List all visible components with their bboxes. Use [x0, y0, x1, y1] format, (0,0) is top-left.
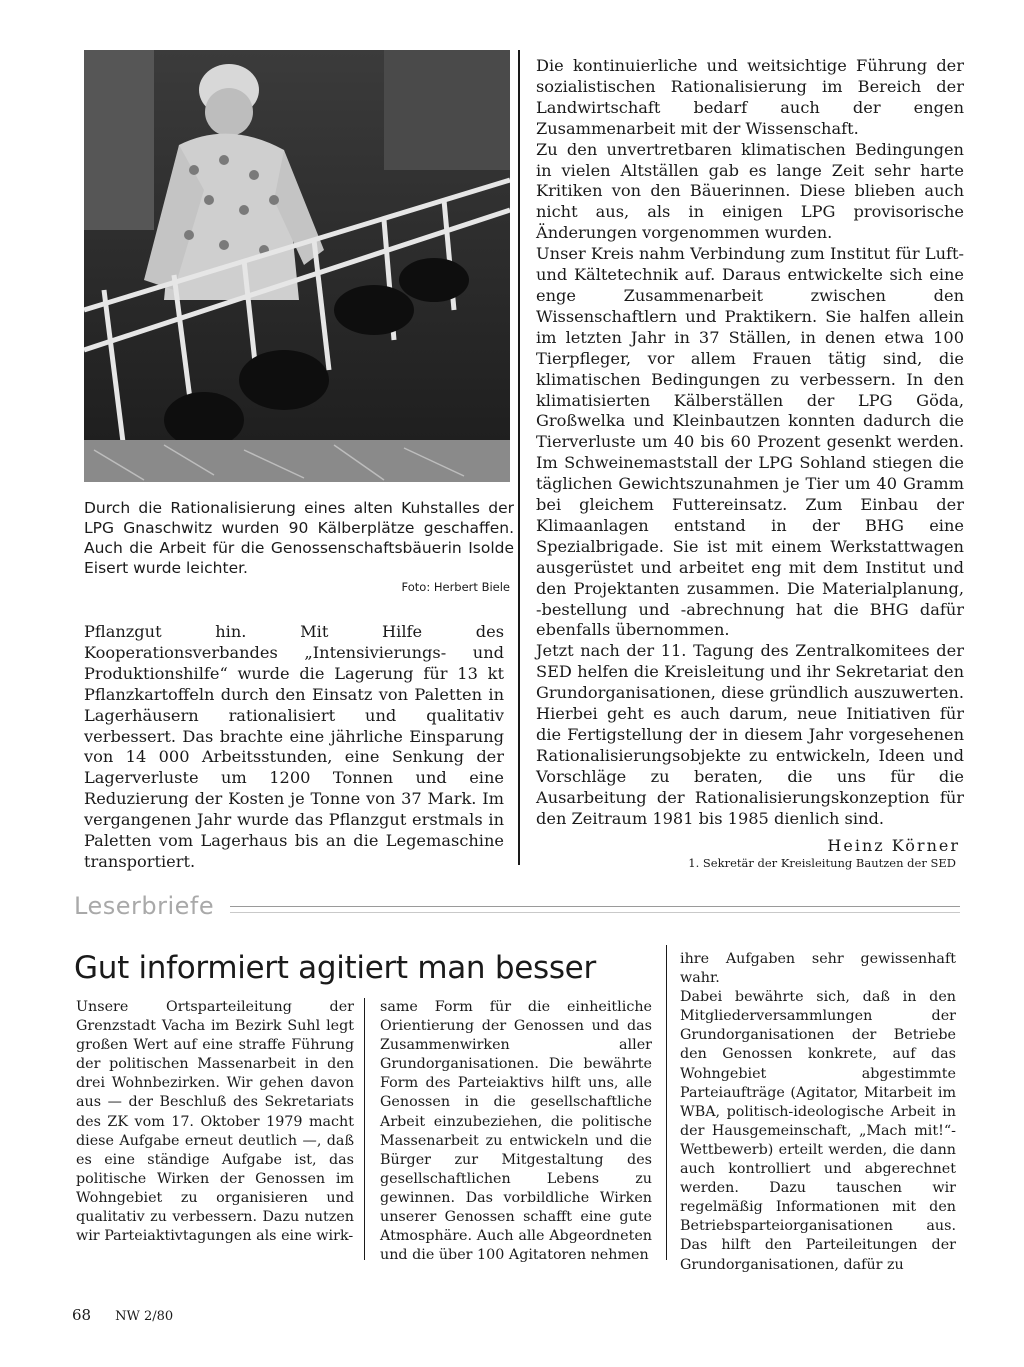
article-paragraph: Jetzt nach der 11. Tagung des Zentralkomitees der SED helfen die Kreisleitung und ihr Sekretariat den Grundorganisationen, diese gründlich auszuwerten. Hierbei geht es auch darum, neue Initiativen für die Fertigstellung der in diesem Jahr vorgesehenen Rationalisierungsobjekte zu entwickeln, Ideen und Vorschläge zu beraten, die uns für die Ausarbeitung der Rationalisierungskonzeption für den Zeitraum 1981 bis 1985 dienlich sind. [536, 641, 964, 828]
section-rule [230, 906, 960, 913]
photo-icon [84, 50, 510, 482]
page-number: 68 [72, 1306, 92, 1324]
section-label: Leserbriefe [74, 892, 215, 920]
article-left-paragraph: Pflanzgut hin. Mit Hilfe des Kooperationsverbandes „Intensivierungs- und Produktionshilfe“ wurde die Lagerung für 13 kt Pflanzkartoffeln durch den Einsatz von Paletten in Lagerhäusern rationalisiert und qualitativ verbessert. Das brachte eine jährliche Einsparung von 14 000 Arbeitsstunden, eine Senkung der Lagerverluste um 1200 Tonnen und eine Reduzierung der Kosten je Tonne von 37 Mark. Im vergangenen Jahr wurde das Pflanzgut erstmals in Paletten vom Lagerhaus bis an die Legemaschine transportiert. [84, 622, 504, 871]
column-divider [666, 945, 667, 1260]
article-left-column [84, 622, 504, 873]
page-footer [72, 1306, 173, 1324]
article-right-column [536, 56, 964, 830]
article-paragraph: Die kontinuierliche und weitsichtige Führung der sozialistischen Rationalisierung im Bereich der Landwirtschaft bedarf auch der engen Zusammenarbeit mit der Wissenschaft. [536, 56, 964, 138]
article-photo [84, 50, 510, 482]
photo-caption: Durch die Rationalisierung eines alten Kuhstalles der LPG Gnaschwitz wurden 90 Kälberplätze geschaffen. Auch die Arbeit für die Genossenschaftsbäuerin Isolde Eisert wurde leichter. [84, 499, 514, 577]
letter-column-3-text-a: ihre Aufgaben sehr gewissenhaft wahr. [680, 951, 956, 987]
letter-column-2 [380, 998, 652, 1265]
letter-column-3-text-b: Dabei bewährte sich, daß in den Mitgliederversammlungen der Grundorganisationen der Betriebe den Genossen konkrete, auf das Wohngebiet abgestimmte Parteiaufträge (Agitator, Mitarbeit im WBA, politisch-ideologische Arbeit in der Hausgemeinschaft, „Mach mit!“-Wettbewerb) erteilt werden, die dann auch kontrolliert und abgerechnet werden. Dazu tauschen wir regelmäßig Informationen mit den Betriebsparteiorganisationen aus. Das hilft den Parteileitungen der Grundorganisationen, dafür zu [680, 989, 956, 1273]
journal-issue: NW 2/80 [115, 1309, 174, 1324]
column-divider [518, 50, 520, 865]
article-paragraph: Unser Kreis nahm Verbindung zum Institut für Luft- und Kältetechnik auf. Daraus entwickelte sich eine enge Zusammenarbeit zwischen den Wissenschaftlern und Praktikern. Sie halfen allein im letzten Jahr in 37 Ställen, in denen etwa 100 Tierpfleger, vor allem Frauen tätig sind, die klimatischen Bedingungen zu verbessern. In den klimatisierten Kälberställen der LPG Göda, Großwelka und Kleinbautzen konnten dadurch die Tierverluste um 40 bis 60 Prozent gesenkt werden. Im Schweinemaststall der LPG Sohland stiegen die täglichen Gewichtszunahmen je Tier um 40 Gramm bei gleichem Futtereinsatz. Zum Einbau der Klimaanlagen entstand in der BHG eine Spezialbrigade. Sie ist mit einem Werkstattwagen ausgerüstet und arbeitet eng mit dem Institut und den Projektanten zusammen. Die Materialplanung, -bestellung und -abrechnung hat die BHG dafür ebenfalls übernommen. [536, 244, 964, 640]
letter-column-3 [680, 950, 956, 1275]
letter-column-1-text: Unsere Ortsparteileitung der Grenzstadt Vacha im Bezirk Suhl legt großen Wert auf eine straffe Führung der politischen Massenarbeit in den drei Wohnbezirken. Wir gehen davon aus — der Beschluß des Sekretariats des ZK vom 17. Oktober 1979 macht diese Aufgabe erneut deutlich —, daß es eine ständige Aufgabe ist, das politische Wirken der Genossen im Wohngebiet zu organisieren und qualitativ zu verbessern. Dazu nutzen wir Parteiaktivtagungen als eine wirk- [76, 999, 354, 1245]
letter-column-2-text: same Form für die einheitliche Orientierung der Genossen und das Zusammenwirken aller Grundorganisationen. Die bewährte Form des Parteiaktivs hilft uns, alle Genossen in die gesellschaftliche Arbeit einzubeziehen, die politische Massenarbeit zu entwickeln und die Bürger zur Mitgestaltung des gesellschaftlichen Lebens zu gewinnen. Das vorbildliche Wirken unserer Genossen schafft eine gute Atmosphäre. Auch alle Abgeordneten und die über 100 Agitatoren nehmen [380, 999, 652, 1264]
article-paragraph: Zu den unvertretbaren klimatischen Bedingungen in vielen Altställen gab es lange Zeit sehr harte Kritiken von den Bäuerinnen. Diese blieben auch nicht aus, als in einigen LPG provisorische Änderungen vorgenommen wurden. [536, 139, 964, 243]
column-divider [364, 998, 365, 1260]
photo-credit: Foto: Herbert Biele [401, 580, 510, 594]
author-name: Heinz Körner [827, 836, 960, 855]
letter-column-1 [76, 998, 354, 1246]
headline: Gut informiert agitiert man besser [74, 950, 596, 986]
author-role: 1. Sekretär der Kreisleitung Bautzen der SED [688, 856, 956, 870]
